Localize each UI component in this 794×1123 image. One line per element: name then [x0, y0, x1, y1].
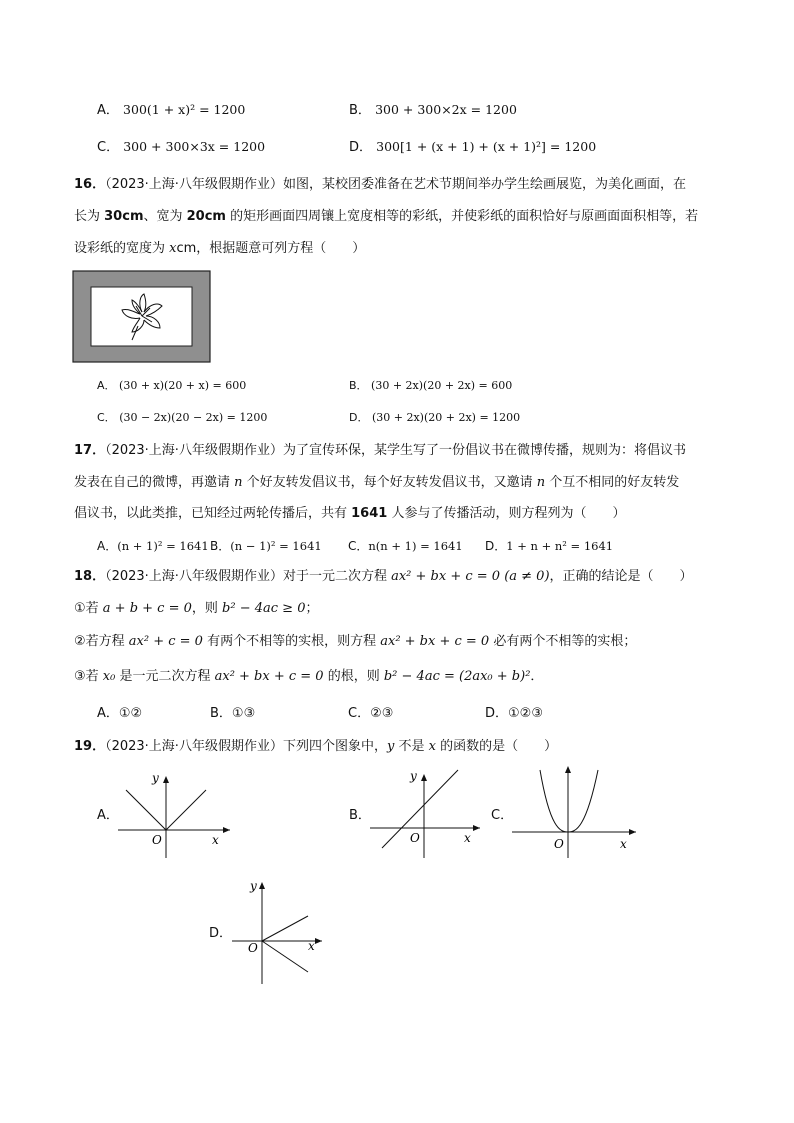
q18-option-c-text: ②③ [370, 706, 394, 721]
q15-option-a-expr: 300(1 + x)² = 1200 [123, 102, 246, 117]
q18-option-a-label: A． [97, 706, 119, 721]
q19-option-b-label: B． [349, 808, 371, 823]
q16-option-c-label: C． [97, 411, 116, 424]
q19-stem-b: 不是 [394, 739, 429, 754]
q18-s3a: ③若 [74, 669, 103, 684]
q18-option-d-label: D． [485, 706, 509, 721]
q17-line2b: 个好友转发倡议书，每个好友转发倡议书，又邀请 [242, 475, 537, 490]
q17-source: （2023·上海·八年级假期作业） [105, 443, 283, 458]
q19-var-y: y [386, 739, 395, 754]
q19-c-origin: O [554, 837, 564, 851]
q18-s3eq2: b² − 4ac = (2ax₀ + b)² [383, 669, 531, 684]
q16-line2a: 长为 [74, 209, 105, 224]
q16-stem-line1 [74, 176, 686, 194]
q18-option-d [485, 705, 543, 723]
q19-option-d-label: D． [209, 926, 233, 941]
q16-option-d [349, 409, 520, 427]
q17-option-b-label: B． [210, 539, 231, 553]
q18-statement-1 [74, 600, 318, 618]
q16-line3a: 设彩纸的宽度为 [74, 241, 170, 256]
q19-b-x-label: x [464, 831, 471, 845]
q18-number: 18． [74, 569, 106, 584]
q18-s3b: 是一元二次方程 [115, 669, 215, 684]
q17-option-c-label: C． [348, 539, 369, 553]
q17-option-c [348, 537, 463, 555]
q18-s1eq2: b² − 4ac ≥ 0 [222, 601, 306, 616]
q17-option-d-expr: 1 + n + n² = 1641 [506, 539, 614, 553]
q17-option-b-expr: (n − 1)² = 1641 [230, 539, 322, 553]
q18-source: （2023·上海·八年级假期作业） [105, 569, 283, 584]
q17-option-a-expr: (n + 1)² = 1641 [117, 539, 209, 553]
q18-s1c: ； [305, 601, 319, 616]
q19-d-origin: O [248, 941, 258, 955]
q18-s2b: 有两个不相等的实根，则方程 [202, 634, 381, 649]
q19-c-x-label: x [620, 837, 627, 851]
q18-option-b-text: ①③ [231, 706, 256, 721]
q18-option-a [97, 705, 142, 723]
q17-line1: 为了宣传环保，某学生写了一份倡议书在微博传播，规则为：将倡议书 [282, 443, 686, 458]
q15-option-d [349, 138, 596, 157]
q15-option-c [97, 138, 265, 157]
q19-number: 19． [74, 739, 106, 754]
q15-option-c-expr: 300 + 300×3x = 1200 [123, 139, 266, 154]
q18-option-c-label: C． [348, 706, 371, 721]
q18-stem [74, 568, 693, 586]
q19-graph-c [510, 764, 640, 860]
q19-stem-a: 下列四个图象中， [282, 739, 387, 754]
q18-option-a-text: ①② [118, 706, 143, 721]
q19-b-y-label: y [410, 769, 417, 783]
q17-stem-line2 [74, 474, 679, 492]
q17-option-b [210, 537, 322, 555]
q19-a-y-label: y [152, 771, 159, 785]
q16-picture-figure [72, 270, 212, 364]
q16-number: 16． [74, 177, 106, 192]
q17-options [97, 537, 209, 555]
q18-s2a: ②若方程 [74, 634, 129, 649]
q18-s2eq: ax² + c = 0 [128, 634, 203, 649]
q17-option-d [485, 537, 613, 555]
q15-option-d-expr: 300[1 + (x + 1) + (x + 1)²] = 1200 [376, 139, 597, 154]
q19-option-a-label: A． [97, 808, 119, 823]
q18-s3d: ． [530, 669, 544, 684]
q16-option-d-expr: (30 + 2x)(20 + 2x) = 1200 [371, 411, 521, 424]
q19-a-origin: O [152, 833, 162, 847]
q16-var-x: x [169, 241, 177, 256]
q17-line2a: 发表在自己的微博，再邀请 [74, 475, 235, 490]
q18-statement-2 [74, 633, 636, 651]
q18-s2c: 必有两个不相等的实根； [489, 634, 637, 649]
q17-number: 17． [74, 443, 106, 458]
q17-line3a: 倡议书，以此类推，已知经过两轮传播后，共有 [74, 506, 352, 521]
q16-option-b-label: B． [349, 379, 368, 392]
q18-s1b: ，则 [191, 601, 223, 616]
q19-d-x-label: x [308, 939, 315, 953]
q16-length: 30cm [104, 209, 144, 224]
q16-option-c [97, 409, 267, 427]
q18-s1eq: a + b + c = 0 [102, 601, 192, 616]
q17-line3b: 人参与了传播活动，则方程列为（ ） [387, 506, 626, 521]
q15-option-d-label: D． [349, 140, 373, 155]
q16-stem-line2 [74, 208, 698, 226]
q15-option-b-expr: 300 + 300×2x = 1200 [375, 102, 517, 117]
q17-option-c-expr: n(n + 1) = 1641 [368, 539, 463, 553]
q16-width: 20cm [186, 209, 226, 224]
q19-var-x: x [428, 739, 436, 754]
q16-option-c-expr: (30 − 2x)(20 − 2x) = 1200 [119, 411, 268, 424]
q16-line3b: cm，根据题意可列方程（ ） [176, 241, 366, 256]
q17-stem-line1 [74, 442, 686, 460]
q16-line1: 如图，某校团委准备在艺术节期间举办学生绘画展览，为美化画面，在 [282, 177, 686, 192]
q17-var-n-2: n [536, 475, 546, 490]
q16-option-a [97, 377, 246, 395]
q17-line2c: 个互不相同的好友转发 [545, 475, 680, 490]
q15-option-a [97, 101, 245, 120]
q18-option-b-label: B． [210, 706, 232, 721]
q18-option-b [210, 705, 255, 723]
q16-stem-line3 [74, 240, 365, 258]
q18-stem-b: ，正确的结论是（ ） [549, 569, 693, 584]
q19-d-y-label: y [250, 879, 257, 893]
q19-graph-a [112, 766, 237, 860]
q16-option-b-expr: (30 + 2x)(20 + 2x) = 600 [371, 379, 513, 392]
q19-stem [74, 738, 557, 756]
q15-option-c-label: C． [97, 140, 120, 155]
q16-option-b [349, 377, 512, 395]
q16-source: （2023·上海·八年级假期作业） [105, 177, 283, 192]
q18-s1a: ①若 [74, 601, 103, 616]
q16-option-a-label: A． [97, 379, 116, 392]
q15-option-b-label: B． [349, 103, 371, 118]
q15-option-a-label: A． [97, 103, 119, 118]
q19-stem-c: 的函数的是（ ） [435, 739, 558, 754]
q17-var-n: n [234, 475, 243, 490]
q18-s3c: 的根，则 [323, 669, 384, 684]
q15-option-b [349, 101, 517, 120]
q16-option-d-label: D． [349, 411, 369, 424]
q16-line2e: 的矩形画面四周镶上宽度相等的彩纸，并使彩纸的面积恰好与原画面面积相等，若 [225, 209, 699, 224]
q16-option-a-expr: (30 + x)(20 + x) = 600 [119, 379, 247, 392]
q16-line2c: 、宽为 [143, 209, 187, 224]
q19-graph-d [228, 876, 328, 988]
q17-option-a-label: A． [97, 539, 118, 553]
q17-stem-line3 [74, 505, 625, 523]
q19-a-x-label: x [212, 833, 219, 847]
q18-stem-a: 对于一元二次方程 [282, 569, 392, 584]
q18-s3eq: ax² + bx + c = 0 [214, 669, 324, 684]
q18-s2eq2: ax² + bx + c = 0 [380, 634, 490, 649]
q18-option-c [348, 705, 393, 723]
q18-s3var: x₀ [102, 669, 116, 684]
q18-option-d-text: ①②③ [508, 706, 543, 721]
q18-statement-3 [74, 668, 543, 686]
q17-count: 1641 [351, 506, 388, 521]
q19-option-c-label: C． [491, 808, 514, 823]
q18-stem-eq: ax² + bx + c = 0 (a ≠ 0) [391, 569, 550, 584]
q19-graph-b [366, 766, 486, 860]
q17-option-d-label: D． [485, 539, 507, 553]
q19-source: （2023·上海·八年级假期作业） [105, 739, 283, 754]
q19-b-origin: O [410, 831, 420, 845]
